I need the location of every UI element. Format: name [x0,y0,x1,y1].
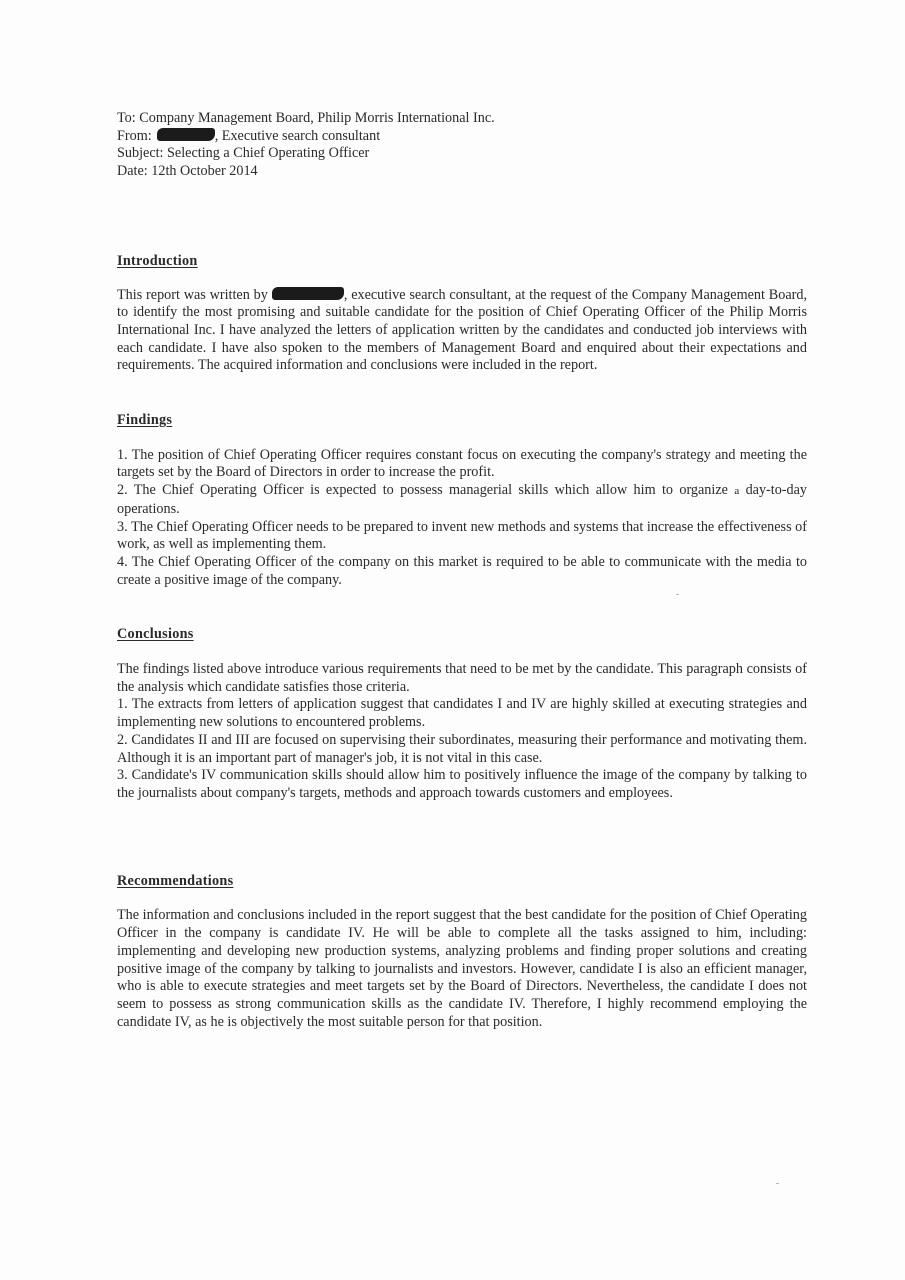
finding-item: 4. The Chief Operating Officer of the company on this market is required to be able to communicate with the media to create a positive image of the company. [117,553,807,588]
redaction-mark [157,128,215,141]
memo-from-line [117,128,807,146]
introduction-text-start: This report was written by [117,286,268,303]
section-title-introduction: Introduction [117,252,198,269]
conclusion-item: 1. The extracts from letters of application suggest that candidates I and IV are highly skilled at executing strategies and implementing new solutions to encountered problems. [117,696,807,731]
redaction-mark [272,287,344,300]
memo-content [117,110,807,1031]
finding-item: 1. The position of Chief Operating Officer requires constant focus on executing the company's strategy and meeting the targets set by the Board of Directors in order to increase the profit. [117,446,807,481]
section-title-findings: Findings [117,412,173,429]
memo-subject-line: Subject: Selecting a Chief Operating Officer [117,145,370,162]
section-title-conclusions: Conclusions [117,626,194,643]
conclusion-item: 3. Candidate's IV communication skills should allow him to positively influence the image of the company by talking to the journalists about company's targets, methods and approach towards customers and employees. [117,767,807,801]
section-title-recommendations: Recommendations [117,872,234,889]
finding-2-text: 2. The Chief Operating Officer is expected to possess managerial skills which allow him to organize [117,482,728,499]
finding-item: 3. The Chief Operating Officer needs to be prepared to invent new methods and systems that increase the effectiveness of work, as well as implementing them. [117,518,807,553]
conclusion-item: 2. Candidates II and III are focused on supervising their subordinates, measuring their performance and motivating them. Although it is an important part of manager's job, it is not vital in this case. [117,731,807,766]
memo-to-line: To: Company Management Board, Philip Morris International Inc. [117,110,495,126]
handwritten-correction-mark: a [734,485,740,498]
scan-speck [776,1183,779,1184]
recommendations-paragraph: The information and conclusions included in the report suggest that the best candidate for the position of Chief Operating Officer in the company is candidate IV. He will be able to complete all the tasks assigned to him, including: implementing and developing new production systems, analyzing problems and finding proper solutions and creating positive image of the company by talking to journalists and investors. However, candidate I is also an efficient manager, who is able to execute strategies and meet targets set by the Board of Directors. Nevertheless, the candidate I does not seem to possess as strong communication skills as the candidate IV. Therefore, I highly recommend employing the candidate IV, as he is objectively the most suitable person for that position. [117,907,807,1030]
introduction-text-rest: , executive search consultant, at the request of the Company Management Board, to identify the most promising and suitable candidate for the position of Chief Operating Officer of the Philip Morris International Inc. I have analyzed the letters of application written by the candidates and conducted job interviews with each candidate. I have also spoken to the members of Management Board and enquired about their expectations and requirements. The acquired information and conclusions were included in the report. [117,286,807,374]
memo-from-prefix: From: [117,127,152,144]
memo-header [117,110,807,181]
finding-item [117,482,807,518]
conclusions-intro-paragraph: The findings listed above introduce various requirements that need to be met by the candidate. This paragraph consists of the analysis which candidate satisfies those criteria. [117,661,807,695]
memo-from-suffix: , Executive search consultant [214,127,381,144]
introduction-paragraph [117,287,807,376]
finding-2-tail: day-to-day operations. [117,482,808,517]
memo-date-line: Date: 12th October 2014 [117,163,258,180]
